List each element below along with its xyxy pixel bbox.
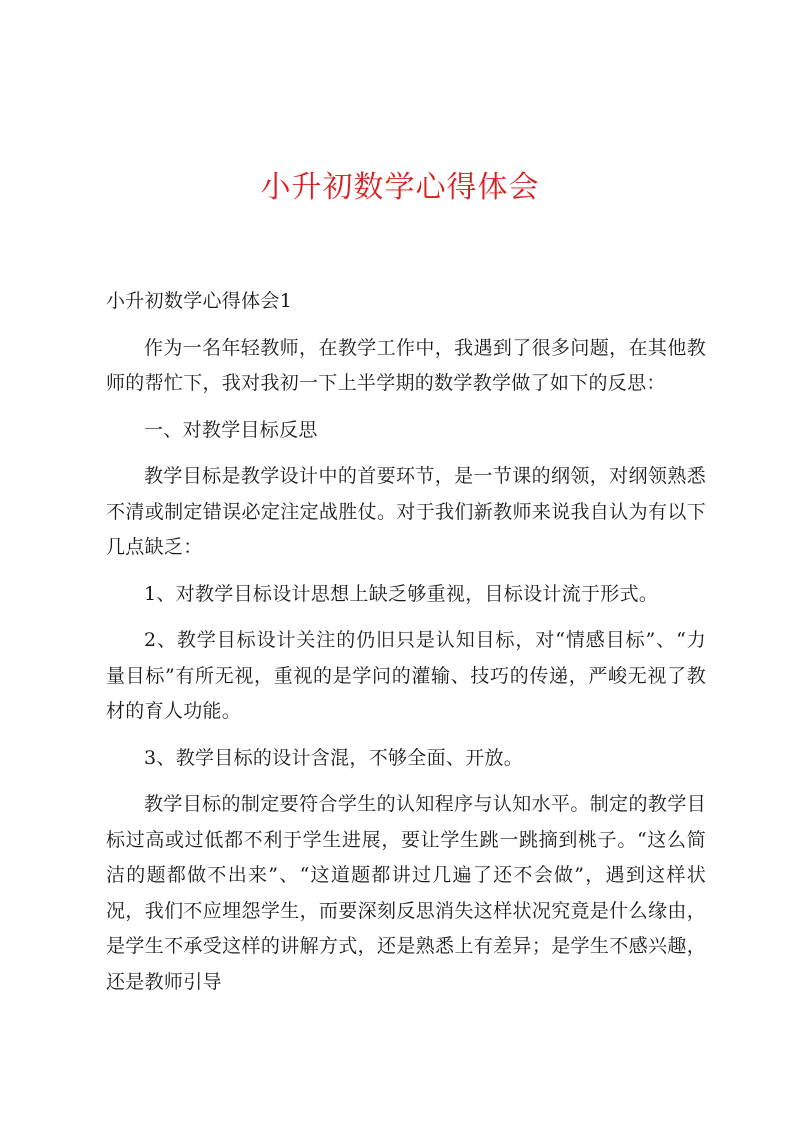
document-title: 小升初数学心得体会 xyxy=(260,170,540,205)
paragraph-requirements: 教学目标的制定要符合学生的认知程序与认知水平。制定的教学目标过高或过低都不利于学生进展，要让学生跳一跳摘到桃子。“这么简洁的题都做不出来”、“这道题都讲过几遍了还不会做”，遇到这样状况，我们不应埋怨学生，而要深刻反思消失这样状况究竟是什么缘由，是学生不承受这样的讲解方式，还是熟悉上有差异；是学生不感兴趣，还是教师引导 xyxy=(106,793,706,993)
list-item-3: 3、教学目标的设计含混，不够全面、开放。 xyxy=(144,746,524,769)
list-item-1: 1、对教学目标设计思想上缺乏够重视，目标设计流于形式。 xyxy=(144,582,659,605)
paragraph-intro: 作为一名年轻教师，在教学工作中，我遇到了很多问题，在其他教师的帮忙下，我对我初一下上半学期的数学教学做了如下的反思： xyxy=(106,336,706,394)
list-item-2: 2、教学目标设计关注的仍旧只是认知目标，对“情感目标”、“力量目标”有所无视，重视的是学问的灌输、技巧的传递，严峻无视了教材的育人功能。 xyxy=(106,629,706,722)
section-heading: 小升初数学心得体会1 xyxy=(106,290,293,312)
paragraph-objectives: 教学目标是教学设计中的首要环节，是一节课的纲领，对纲领熟悉不清或制定错误必定注定战胜仗。对于我们新教师来说我自认为有以下几点缺乏： xyxy=(106,465,706,558)
subsection-heading: 一、对教学目标反思 xyxy=(144,418,318,441)
document-body xyxy=(106,284,706,1011)
